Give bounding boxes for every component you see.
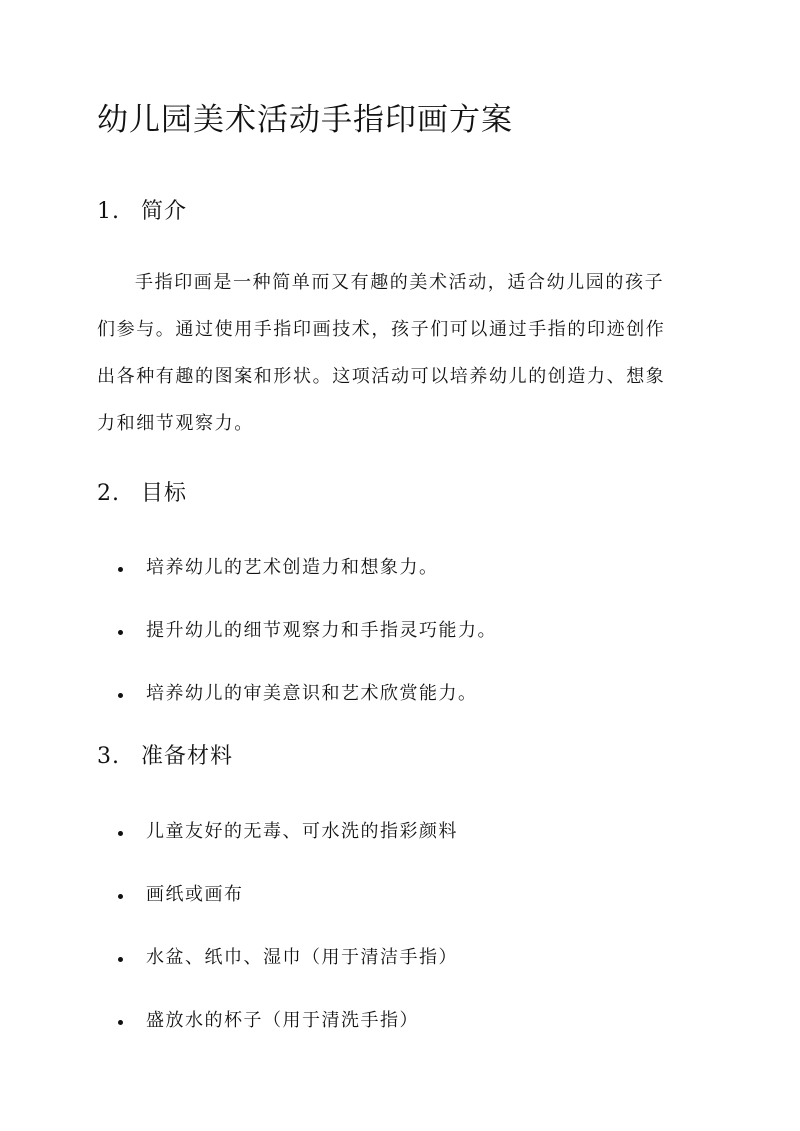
bullet-icon [118,894,123,899]
list-item-text: 水盆、纸巾、湿巾（用于清洁手指） [146,947,458,968]
list-item-text: 儿童友好的无毒、可水洗的指彩颜料 [146,821,458,842]
list-item-text: 盛放水的杯子（用于清洗手指） [146,1010,419,1031]
document-title: 幼儿园美术活动手指印画方案 [97,102,513,138]
bullet-icon [118,693,123,698]
section-number: 3. [97,744,120,769]
bullet-icon [118,831,123,836]
section-heading-intro [97,197,187,227]
bullet-icon [118,1020,123,1025]
section-number: 2. [97,481,120,506]
intro-paragraph [97,259,697,447]
section-heading-goals [97,479,187,509]
bullet-icon [118,630,123,635]
section-heading-materials [97,742,233,772]
list-item-text: 提升幼儿的细节观察力和手指灵巧能力。 [146,620,497,641]
list-item-text: 培养幼儿的审美意识和艺术欣赏能力。 [146,683,478,704]
list-item-text: 画纸或画布 [146,884,244,905]
paragraph-line: 力和细节观察力。 [97,413,254,434]
bullet-icon [118,567,123,572]
section-title: 准备材料 [141,744,234,769]
paragraph-line: 出各种有趣的图案和形状。这项活动可以培养幼儿的创造力、想象 [97,366,666,387]
section-title: 简介 [141,199,188,224]
paragraph-line: 们参与。通过使用手指印画技术，孩子们可以通过手指的印迹创作 [97,319,666,340]
section-number: 1. [97,199,120,224]
bullet-icon [118,957,123,962]
section-title: 目标 [141,481,188,506]
list-item-text: 培养幼儿的艺术创造力和想象力。 [146,557,439,578]
paragraph-line: 手指印画是一种简单而又有趣的美术活动，适合幼儿园的孩子 [135,272,665,293]
